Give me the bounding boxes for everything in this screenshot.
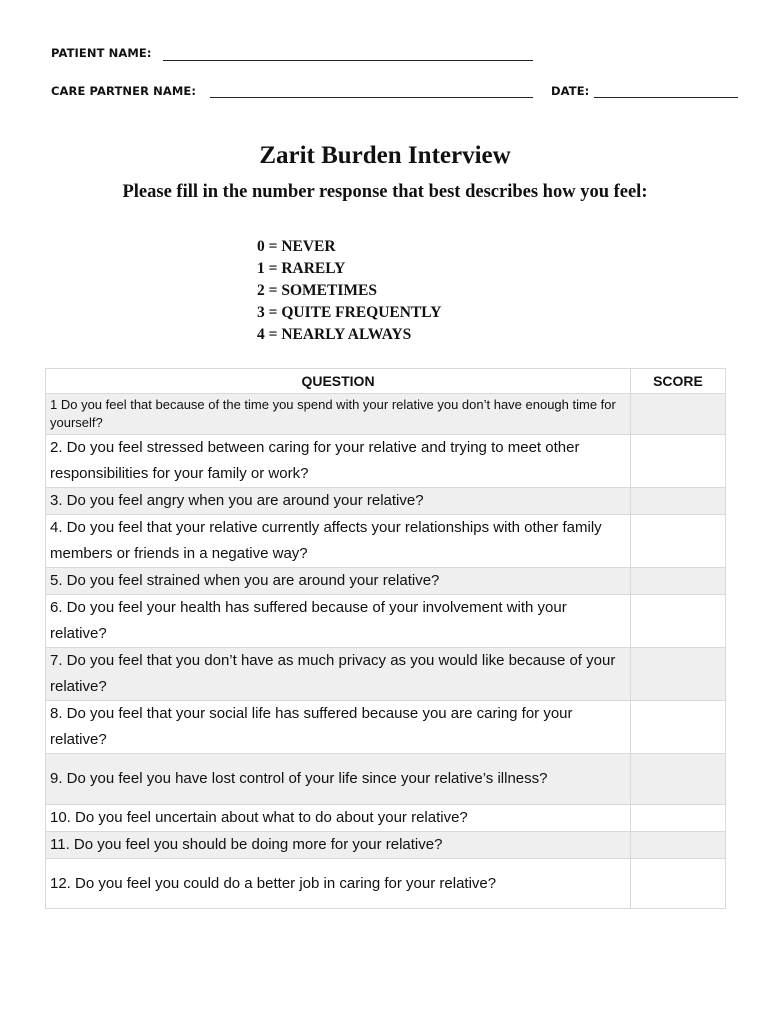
score-cell[interactable] xyxy=(631,435,726,488)
date-label: DATE: xyxy=(551,84,590,98)
scale-item: 3 = QUITE FREQUENTLY xyxy=(257,304,442,321)
patient-name-label: PATIENT NAME: xyxy=(51,46,152,60)
table-row xyxy=(46,859,726,909)
score-cell[interactable] xyxy=(631,595,726,648)
table-row xyxy=(46,515,726,568)
score-cell[interactable] xyxy=(631,805,726,832)
table-row xyxy=(46,832,726,859)
question-column-header: QUESTION xyxy=(46,369,631,394)
table-row xyxy=(46,435,726,488)
score-cell[interactable] xyxy=(631,701,726,754)
question-text: 4. Do you feel that your relative currently affects your relationships with other family members or friends in a negative way? xyxy=(46,515,631,568)
question-text: 7. Do you feel that you don’t have as much privacy as you would like because of your relative? xyxy=(46,648,631,701)
score-cell[interactable] xyxy=(631,394,726,435)
question-text: 9. Do you feel you have lost control of your life since your relative’s illness? xyxy=(46,754,631,805)
table-row xyxy=(46,595,726,648)
scale-item: 1 = RARELY xyxy=(257,260,346,277)
question-text: 8. Do you feel that your social life has suffered because you are caring for your relative? xyxy=(46,701,631,754)
question-text: 2. Do you feel stressed between caring for your relative and trying to meet other responsibilities for your family or work? xyxy=(46,435,631,488)
question-text: 6. Do you feel your health has suffered because of your involvement with your relative? xyxy=(46,595,631,648)
table-row xyxy=(46,754,726,805)
response-scale xyxy=(257,236,441,346)
instructions: Please fill in the number response that best describes how you feel: xyxy=(122,182,648,202)
question-text: 1 Do you feel that because of the time you spend with your relative you don’t have enough time for yourself? xyxy=(46,394,631,435)
table-row xyxy=(46,568,726,595)
table-row xyxy=(46,701,726,754)
score-column-header: SCORE xyxy=(631,369,726,394)
table-row xyxy=(46,805,726,832)
scale-item: 4 = NEARLY ALWAYS xyxy=(257,326,412,343)
care-partner-name-field[interactable] xyxy=(210,97,533,98)
table-header-row xyxy=(46,369,726,394)
questionnaire-table xyxy=(45,368,726,909)
question-text: 10. Do you feel uncertain about what to do about your relative? xyxy=(46,805,631,832)
score-cell[interactable] xyxy=(631,515,726,568)
score-cell[interactable] xyxy=(631,754,726,805)
scale-item: 0 = NEVER xyxy=(257,238,336,255)
score-cell[interactable] xyxy=(631,488,726,515)
question-text: 11. Do you feel you should be doing more for your relative? xyxy=(46,832,631,859)
question-text: 12. Do you feel you could do a better job in caring for your relative? xyxy=(46,859,631,909)
care-partner-name-label: CARE PARTNER NAME: xyxy=(51,84,197,98)
table-row xyxy=(46,488,726,515)
score-cell[interactable] xyxy=(631,568,726,595)
table-row xyxy=(46,648,726,701)
question-text: 3. Do you feel angry when you are around your relative? xyxy=(46,488,631,515)
score-cell[interactable] xyxy=(631,832,726,859)
page-title: Zarit Burden Interview xyxy=(259,142,511,169)
score-cell[interactable] xyxy=(631,648,726,701)
patient-name-field[interactable] xyxy=(163,60,533,61)
score-cell[interactable] xyxy=(631,859,726,909)
scale-item: 2 = SOMETIMES xyxy=(257,282,377,299)
date-field[interactable] xyxy=(594,97,738,98)
question-text: 5. Do you feel strained when you are around your relative? xyxy=(46,568,631,595)
table-row xyxy=(46,394,726,435)
